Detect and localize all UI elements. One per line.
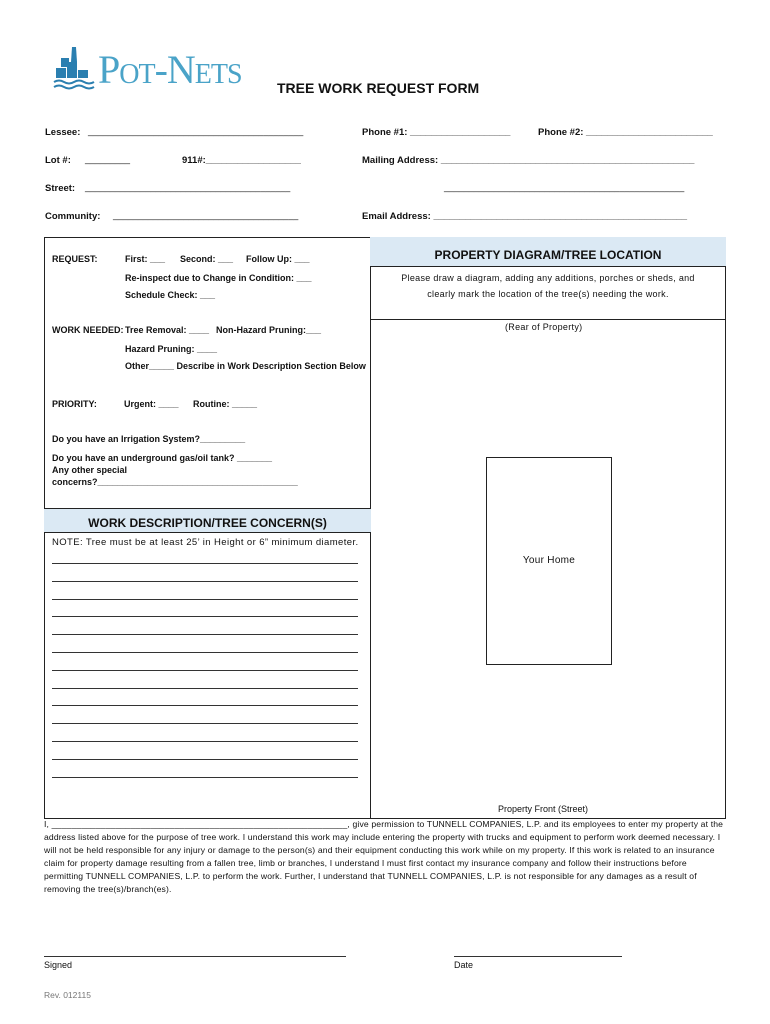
special-concerns-field[interactable]: concerns?________________________________________ <box>52 477 298 487</box>
form-title: TREE WORK REQUEST FORM <box>277 80 480 96</box>
other-work[interactable]: Other_____ Describe in Work Description Section Below <box>125 361 366 371</box>
lessee-field[interactable]: ___________________________________________ <box>88 126 304 136</box>
property-diagram-heading <box>370 237 726 267</box>
diagram-instructions <box>370 270 726 302</box>
your-home-box[interactable] <box>486 457 612 665</box>
phone2-field[interactable]: Phone #2: ________________________ <box>538 127 713 138</box>
911-field[interactable]: 911#:__________________ <box>182 155 301 166</box>
work-description-line[interactable] <box>52 616 358 617</box>
pot-nets-logo <box>52 44 252 96</box>
phone1-field[interactable]: Phone #1: ___________________ <box>362 127 511 138</box>
work-description-line[interactable] <box>52 705 358 706</box>
work-description-heading <box>44 508 371 533</box>
your-home-label: Your Home <box>522 555 576 566</box>
hazard-pruning[interactable]: Hazard Pruning: ____ <box>125 344 218 354</box>
work-description-line[interactable] <box>52 563 358 564</box>
diagram-instructions-line2: clearly mark the location of the tree(s) needing the work. <box>427 289 669 299</box>
work-description-line[interactable] <box>52 599 358 600</box>
property-front-label: Property Front (Street) <box>498 804 589 814</box>
diagram-separator <box>370 319 726 320</box>
work-description-line[interactable] <box>52 777 358 778</box>
signature-line[interactable] <box>44 956 346 957</box>
work-description-line[interactable] <box>52 581 358 582</box>
work-needed-label: WORK NEEDED: <box>52 325 124 335</box>
lot-field[interactable]: _________ <box>85 154 131 164</box>
date-line[interactable] <box>454 956 622 957</box>
rear-of-property-label: (Rear of Property) <box>505 322 583 332</box>
priority-label: PRIORITY: <box>52 399 97 409</box>
logo-wordmark: Pot-Nets <box>98 47 242 92</box>
community-label: Community: <box>45 211 101 222</box>
irrigation-question[interactable]: Do you have an Irrigation System?_________ <box>52 434 246 444</box>
work-description-line[interactable] <box>52 759 358 760</box>
tree-removal[interactable]: Tree Removal: ____ <box>125 325 210 335</box>
street-label: Street: <box>45 183 76 194</box>
property-diagram-title: PROPERTY DIAGRAM/TREE LOCATION <box>434 248 662 262</box>
work-description-line[interactable] <box>52 652 358 653</box>
work-description-note: NOTE: Tree must be at least 25’ in Height or 6” minimum diameter. <box>52 537 359 548</box>
non-hazard-pruning[interactable]: Non-Hazard Pruning:___ <box>216 325 322 335</box>
lot-label: Lot #: <box>45 155 71 166</box>
work-description-line[interactable] <box>52 688 358 689</box>
priority-urgent[interactable]: Urgent: ____ <box>124 399 179 409</box>
signed-label: Signed <box>44 960 73 970</box>
community-field[interactable]: _____________________________________ <box>113 210 299 220</box>
date-label: Date <box>454 960 474 970</box>
lighthouse-boxes-icon <box>52 44 96 94</box>
lessee-label: Lessee: <box>45 127 81 138</box>
request-schedule-check[interactable]: Schedule Check: ___ <box>125 290 216 300</box>
diagram-instructions-line1: Please draw a diagram, adding any additions, porches or sheds, and <box>401 273 695 283</box>
email-field[interactable]: Email Address: ________________________________________________ <box>362 211 688 222</box>
mailing-address-line2[interactable]: ________________________________________________ <box>444 182 685 192</box>
request-reinspect[interactable]: Re-inspect due to Change in Condition: ___ <box>125 273 312 283</box>
work-description-title: WORK DESCRIPTION/TREE CONCERN(S) <box>88 516 327 530</box>
street-field[interactable]: _________________________________________ <box>85 182 291 192</box>
work-description-line[interactable] <box>52 723 358 724</box>
priority-routine[interactable]: Routine: _____ <box>193 399 258 409</box>
request-label: REQUEST: <box>52 254 98 264</box>
work-description-line[interactable] <box>52 634 358 635</box>
mailing-address-field[interactable]: Mailing Address: ________________________________________________ <box>362 155 695 166</box>
request-follow-up[interactable]: Follow Up: ___ <box>246 254 310 264</box>
work-description-line[interactable] <box>52 670 358 671</box>
request-second[interactable]: Second: ___ <box>180 254 234 264</box>
work-description-line[interactable] <box>52 741 358 742</box>
request-first[interactable]: First: ___ <box>125 254 166 264</box>
permission-agreement: I, ____________________________________________________________, give permission to TUNNELL COMPANIES, L.P. and its employees to enter my property at the address listed above for the purpose of tree work. I understand this work may include entering the property with trucks and equipment to perform work deemed necessary. I will not be held responsible for any injury or damage to the person(s) and their equipment conducting this work while on my property. If this work is related to an insurance claim for property damage resulting from a fallen tree, limb or branches, I understand I must first contact my insurance company and follow their instructions before permitting TUNNELL COMPANIES, L.P. to perform the work. Further, I understand that TUNNELL COMPANIES, L.P. is not responsible for any damages as a result of removing the tree(s)/branch(es). <box>44 819 724 894</box>
tank-question[interactable]: Do you have an underground gas/oil tank? _______ <box>52 453 273 463</box>
special-concerns-label: Any other special <box>52 465 128 475</box>
revision-label: Rev. 012115 <box>44 990 91 1000</box>
